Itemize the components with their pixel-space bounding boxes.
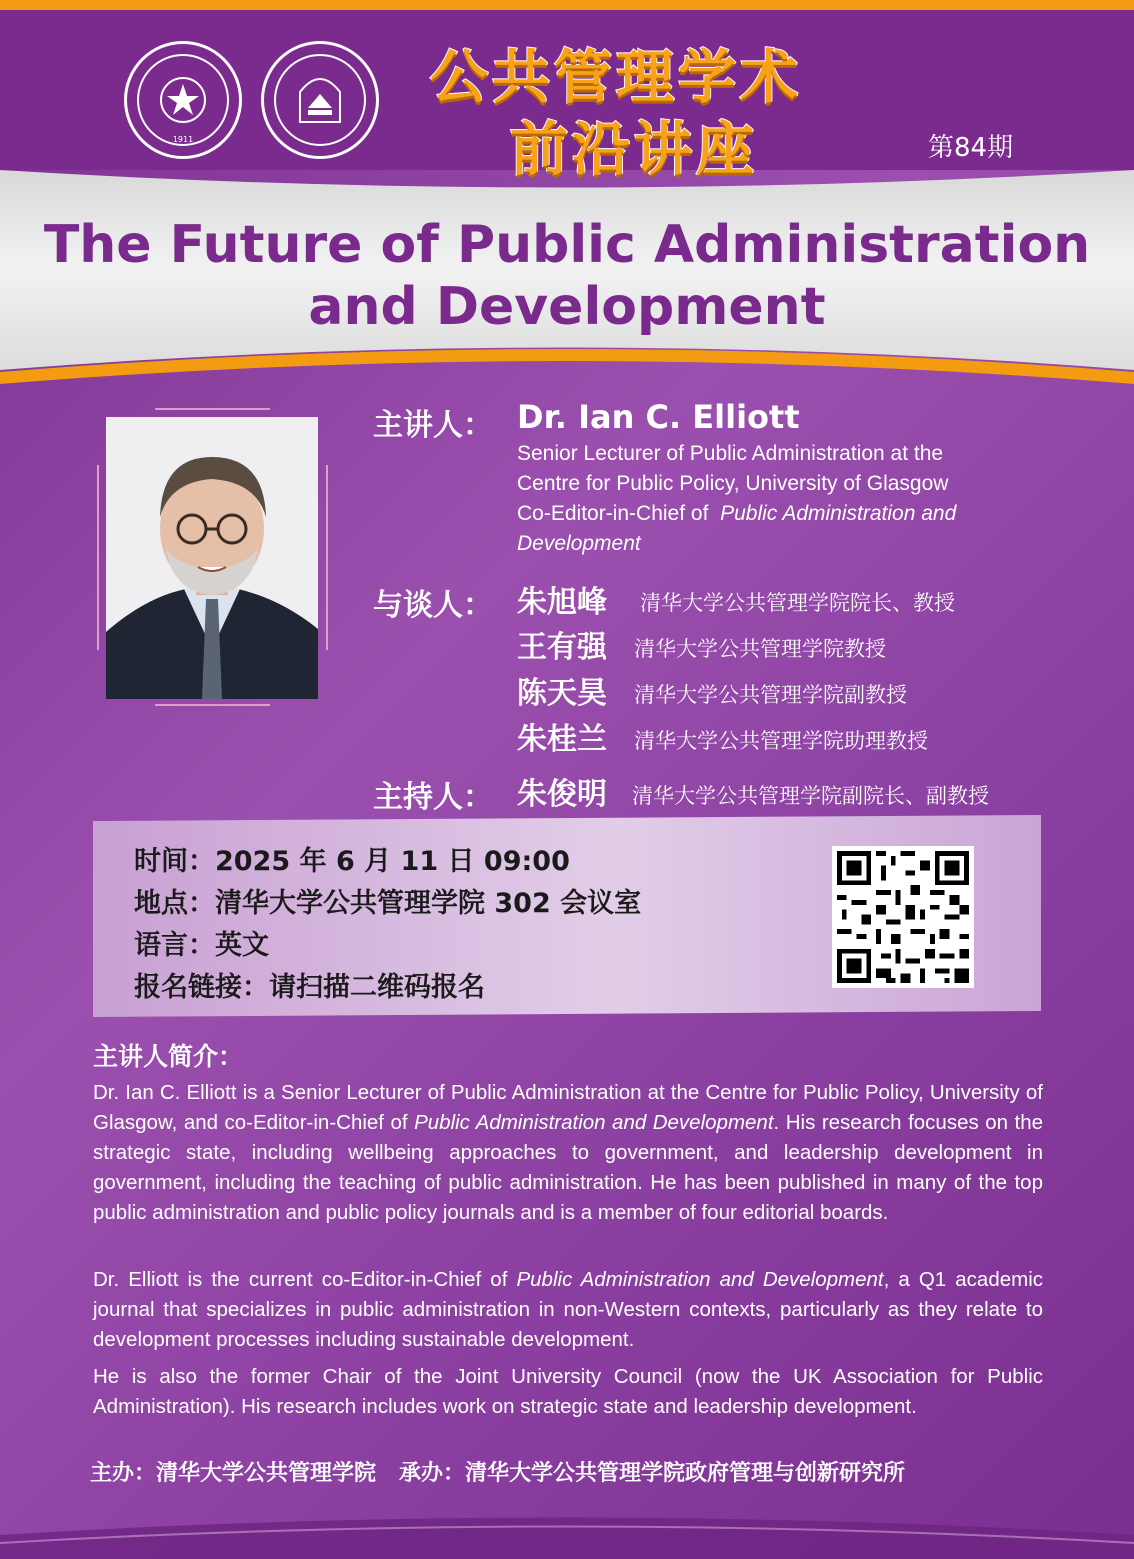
bio-p2-text-b: , a Q1 academic journal that specializes in public administration in non-Western contexts, particularly as they relate to development processes including sustainable development. [93,1268,1044,1351]
bio-p1-text-b: . His research focuses on the strategic state, including wellbeing approaches to government, and leadership development in government, including the teaching of public administration. He has been published in many of the top public administration and public policy journals and is a member of four editorial boards. [93,1111,1043,1224]
discussant-name-2: 王有强 [517,630,607,665]
speaker-affiliation-line3 [517,499,956,529]
bio-p2-text-a: Dr. Elliott is the current co-Editor-in-Chief of [93,1268,517,1291]
co-organizer: 承办：清华大学公共管理学院政府管理与创新研究所 [399,1461,906,1486]
host-name: 朱俊明 [517,777,607,812]
bio-heading: 主讲人简介： [93,1042,244,1071]
series-title-line1: 公共管理学术 [430,43,803,111]
school-of-public-policy-seal-icon [261,41,379,159]
speaker-affiliation-line2: Centre for Public Policy, University of Glasgow [517,472,949,495]
speaker-label: 主讲人： [373,408,493,443]
speaker-journal-italic-1: Public Administration and [720,502,957,525]
event-language: 语言：英文 [134,930,269,961]
event-title-line1: The Future of Public Administration [43,215,1091,275]
discussants-label: 与谈人： [373,588,493,623]
registration-qr-code[interactable] [832,846,974,988]
discussant-title-3: 清华大学公共管理学院副教授 [634,683,907,707]
speaker-affiliation-line4 [517,529,641,559]
footer-wave [0,1505,1134,1559]
discussant-name-4: 朱桂兰 [517,722,607,757]
organizer: 主办：清华大学公共管理学院 [90,1461,377,1486]
speaker-journal-italic-2: Development [517,532,641,555]
svg-text:1911: 1911 [172,135,194,144]
speaker-affiliation-line1: Senior Lecturer of Public Administration at the [517,442,944,465]
issue-number: 第84期 [928,133,1014,163]
event-registration: 报名链接：请扫描二维码报名 [134,972,485,1003]
event-place: 地点：清华大学公共管理学院 302 会议室 [134,888,642,919]
speaker-name: Dr. Ian C. Elliott [517,398,800,436]
bio-p1-text-a: Dr. Ian C. Elliott is a Senior Lecturer of Public Administration at the Centre for Public Policy, University of Glasgow, and co-Editor-in-Chief of [93,1081,1043,1134]
bio-paragraph-3: He is also the former Chair of the Joint University Council (now the UK Association for Public Administration). His research includes work on strategic state and leadership development. [93,1365,1043,1418]
discussant-title-2: 清华大学公共管理学院教授 [634,637,886,661]
discussant-name-3: 陈天昊 [517,676,607,711]
discussant-title-1: 清华大学公共管理学院院长、教授 [640,591,955,615]
event-time: 时间：2025 年 6 月 11 日 09:00 [134,846,570,877]
host-label: 主持人： [373,780,493,815]
event-title-line2: and Development [308,277,826,337]
tsinghua-university-seal-icon [124,41,242,159]
bio-p1-journal: Public Administration and Development [414,1111,774,1134]
speaker-affiliation-line3-prefix: Co-Editor-in-Chief of [517,502,709,525]
bio-paragraph-2 [93,1265,1043,1355]
footer-organizers [90,1456,905,1487]
bio-p2-journal: Public Administration and Development [516,1268,884,1291]
bio-paragraph-1 [93,1078,1043,1228]
top-orange-stripe [0,0,1134,10]
discussant-title-4: 清华大学公共管理学院助理教授 [634,729,928,753]
discussant-name-1: 朱旭峰 [517,585,607,620]
host-title: 清华大学公共管理学院副院长、副教授 [632,784,989,808]
series-title-line2: 前沿讲座 [510,115,759,183]
speaker-photo [106,417,318,699]
